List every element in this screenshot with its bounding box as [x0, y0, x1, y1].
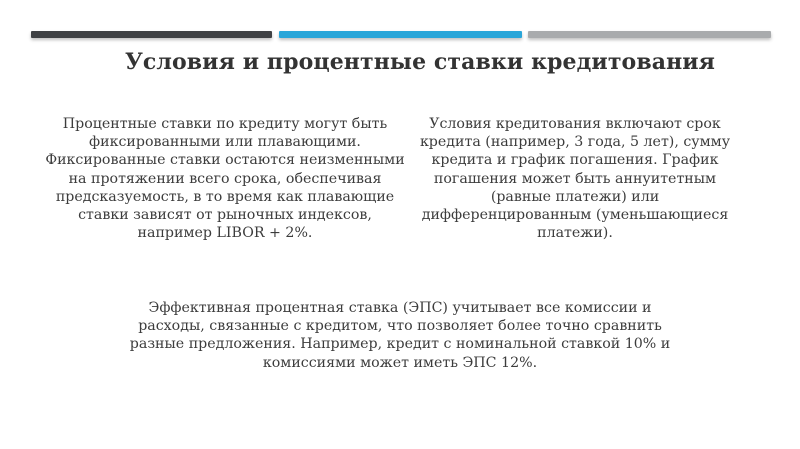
bottom-paragraph: Эффективная процентная ставка (ЭПС) учитывает все комиссии и расходы, связанные с кредитом, что позволяет более точно сравнить разные предложения. Например, кредит с номинальной ставкой 10% и комиссиями может иметь ЭПС 12%. — [129, 300, 671, 371]
top-bar-blue — [279, 31, 522, 38]
top-bar-dark — [31, 31, 272, 38]
right-paragraph: Условия кредитования включают срок кредита (например, 3 года, 5 лет), сумму кредита и график погашения. График погашения может быть аннуитетным (равные платежи) или дифференцированным (уменьшающиеся платежи). — [419, 116, 731, 242]
top-bar-gray — [528, 31, 771, 38]
slide-title: Условия и процентные ставки кредитования — [124, 49, 716, 75]
left-paragraph: Процентные ставки по кредиту могут быть фиксированными или плавающими. Фиксированные ставки остаются неизменными на протяжении всего срока, обеспечивая предсказуемость, в то время как плавающие ставки зависят от рыночных индексов, например LIBOR + 2%. — [45, 116, 405, 242]
